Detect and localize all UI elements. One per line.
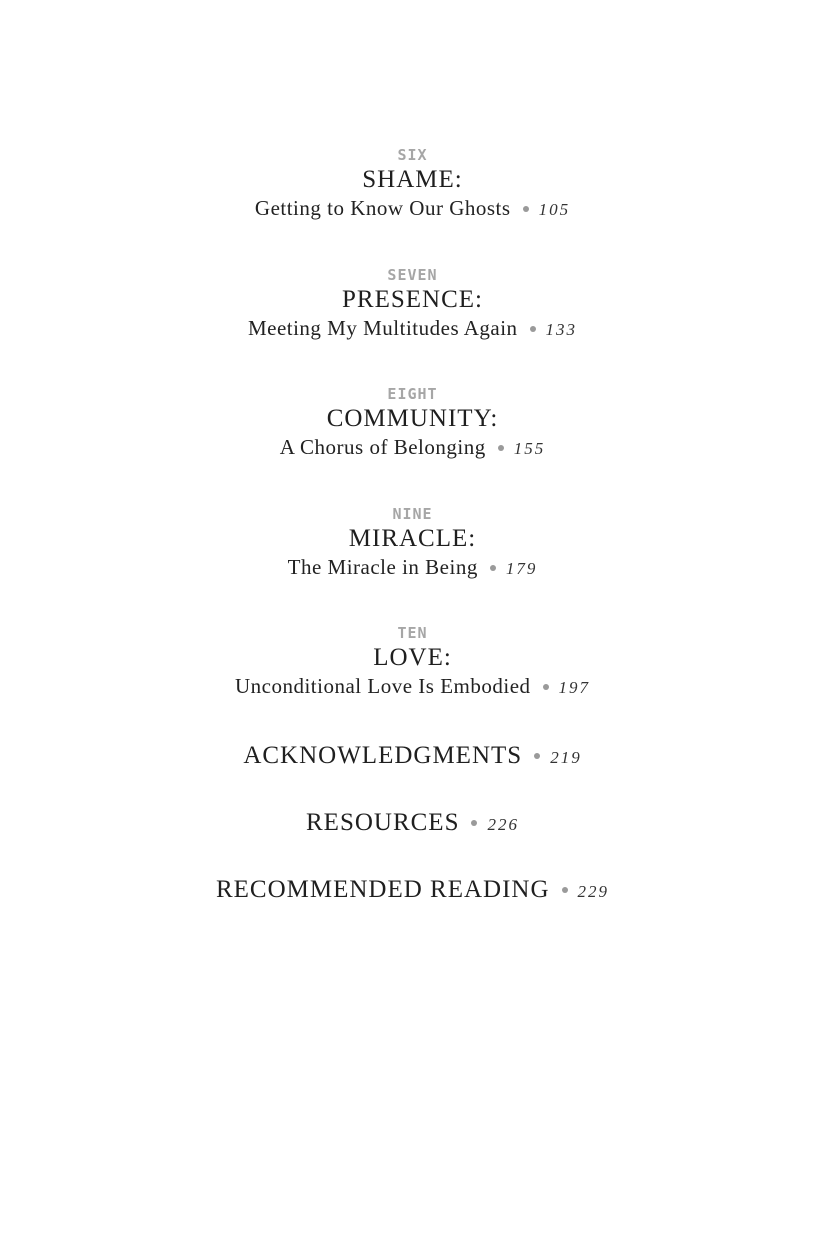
bullet-dot-icon [498,445,504,451]
chapter-subtitle-line [0,673,825,699]
chapter-subtitle-line [0,434,825,460]
page-number: 133 [545,320,578,339]
chapter-subtitle: A Chorus of Belonging [279,435,486,459]
bullet-dot-icon [534,753,540,759]
chapter-title: SHAME: [362,166,463,193]
toc-entry-resources [0,807,825,839]
chapter-title: COMMUNITY: [326,405,499,432]
toc-entry-chapter-ten [0,623,825,699]
bullet-dot-icon [471,820,477,826]
chapter-number: EIGHT [387,385,438,403]
page-number: 226 [487,815,519,834]
chapter-number: SEVEN [387,266,438,284]
page-number: 105 [538,200,571,219]
page-number: 229 [577,882,610,901]
chapter-subtitle-line [0,315,825,341]
chapter-title: MIRACLE: [348,525,477,552]
back-matter-title: RECOMMENDED READING [215,876,550,903]
back-matter-line [0,740,825,772]
toc-entry-chapter-eight [0,384,825,460]
chapter-subtitle: Meeting My Multitudes Again [247,316,518,340]
toc-entry-chapter-nine [0,504,825,580]
bullet-dot-icon [562,887,568,893]
chapter-title: LOVE: [373,644,452,671]
chapter-number: NINE [392,505,433,523]
chapter-subtitle: Unconditional Love Is Embodied [234,674,531,698]
bullet-dot-icon [490,565,496,571]
page-number: 155 [513,439,546,458]
chapter-subtitle: Getting to Know Our Ghosts [254,196,511,220]
back-matter-title: ACKNOWLEDGMENTS [243,742,523,769]
toc-entry-acknowledgments [0,740,825,772]
bullet-dot-icon [523,206,529,212]
toc-entry-recommended-reading [0,874,825,906]
page-number: 219 [550,748,582,767]
back-matter-line [0,874,825,906]
chapter-title: PRESENCE: [342,286,483,313]
page-number: 179 [505,559,538,578]
chapter-subtitle: The Miracle in Being [287,555,478,579]
chapter-number: SIX [397,146,428,164]
back-matter-title: RESOURCES [306,809,460,836]
chapter-subtitle-line [0,554,825,580]
toc-entry-chapter-six [0,145,825,221]
chapter-number: TEN [397,624,428,642]
bullet-dot-icon [530,326,536,332]
bullet-dot-icon [543,684,549,690]
back-matter-line [0,807,825,839]
chapter-subtitle-line [0,195,825,221]
page-number: 197 [558,678,591,697]
toc-entry-chapter-seven [0,265,825,341]
